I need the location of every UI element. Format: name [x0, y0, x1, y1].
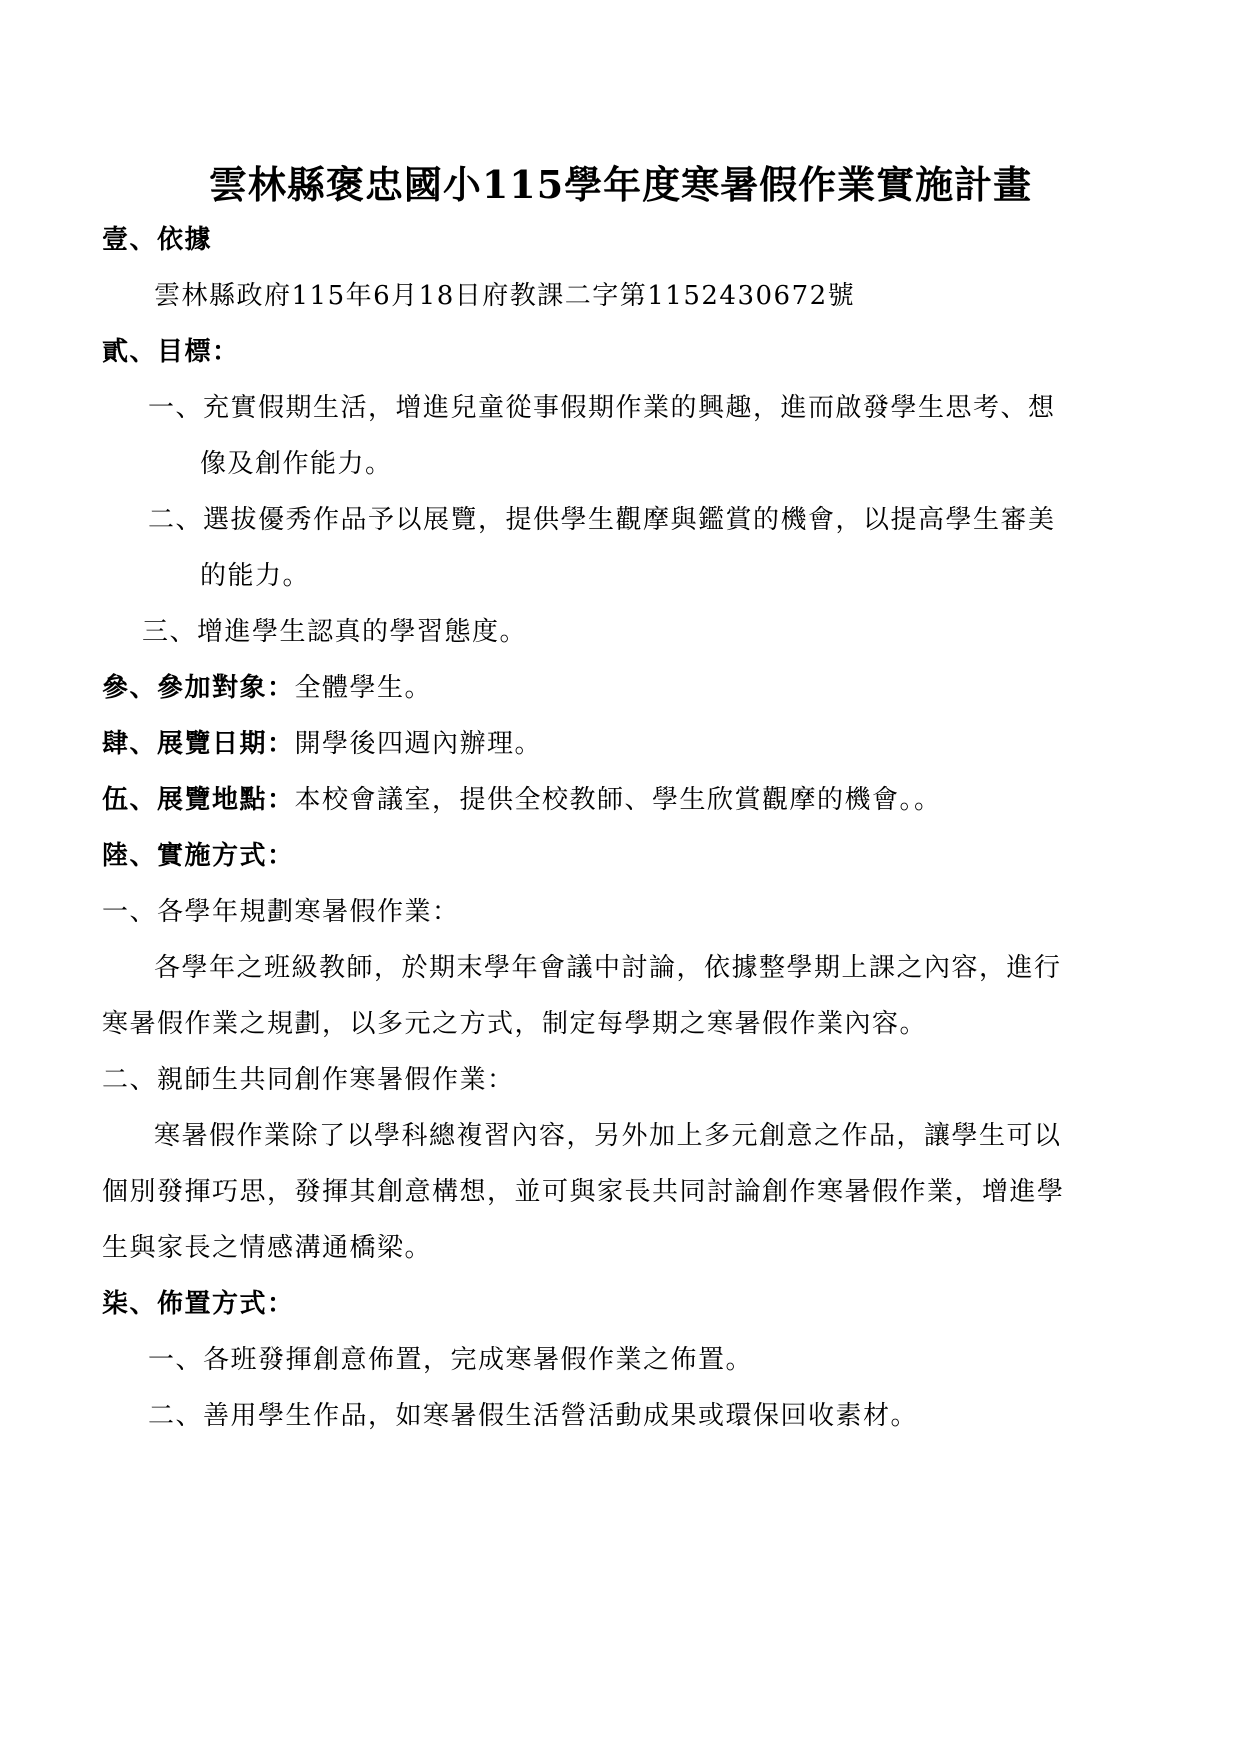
implementation-sub-2-line-3: 生與家長之情感溝通橋梁。 [102, 1233, 433, 1263]
goals-item-2-line-2: 的能力。 [200, 561, 311, 591]
exhibition-date-text: 開學後四週內辦理。 [294, 729, 543, 759]
arrangement-item-2: 二、善用學生作品，如寒暑假生活營活動成果或環保回收素材。 [148, 1401, 919, 1431]
arrangement-item-1: 一、各班發揮創意佈置，完成寒暑假作業之佈置。 [148, 1345, 754, 1375]
goals-item-1-line-2: 像及創作能力。 [200, 449, 393, 479]
exhibition-place-heading: 伍、展覽地點： [102, 785, 295, 815]
exhibition-date-heading: 肆、展覽日期： [102, 729, 295, 759]
exhibition-date-line [102, 726, 542, 762]
implementation-sub-1-heading: 一、各學年規劃寒暑假作業： [102, 897, 460, 927]
implementation-sub-1-line-1: 各學年之班級教師，於期末學年會議中討論，依據整學期上課之內容，進行 [154, 953, 1062, 983]
goals-item-3: 三、增進學生認真的學習態度。 [142, 617, 528, 647]
participants-heading: 參、參加對象： [102, 673, 295, 703]
exhibition-place-line [102, 782, 942, 818]
goals-heading: 貳、目標： [102, 337, 240, 367]
implementation-sub-2-heading: 二、親師生共同創作寒暑假作業： [102, 1065, 515, 1095]
participants-line [102, 670, 432, 706]
goals-item-2-line-1: 二、選拔優秀作品予以展覽，提供學生觀摩與鑑賞的機會，以提高學生審美 [148, 505, 1056, 535]
basis-heading: 壹、依據 [102, 225, 213, 255]
implementation-heading: 陸、實施方式： [102, 841, 295, 871]
implementation-sub-2-line-1: 寒暑假作業除了以學科總複習內容，另外加上多元創意之作品，讓學生可以 [154, 1121, 1062, 1151]
exhibition-place-text: 本校會議室，提供全校教師、學生欣賞觀摩的機會。。 [294, 785, 942, 815]
implementation-sub-1-line-2: 寒暑假作業之規劃，以多元之方式，制定每學期之寒暑假作業內容。 [102, 1009, 928, 1039]
participants-text: 全體學生。 [294, 673, 433, 703]
document-title: 雲林縣褒忠國小115學年度寒暑假作業實施計畫 [208, 162, 1033, 207]
arrangement-heading: 柒、佈置方式： [102, 1289, 295, 1319]
goals-item-1-line-1: 一、充實假期生活，增進兒童從事假期作業的興趣，進而啟發學生思考、想 [148, 393, 1056, 423]
implementation-sub-2-line-2: 個別發揮巧思，發揮其創意構想，並可與家長共同討論創作寒暑假作業，增進學 [102, 1177, 1065, 1207]
basis-text: 雲林縣政府115年6月18日府教課二字第1152430672號 [154, 281, 856, 311]
